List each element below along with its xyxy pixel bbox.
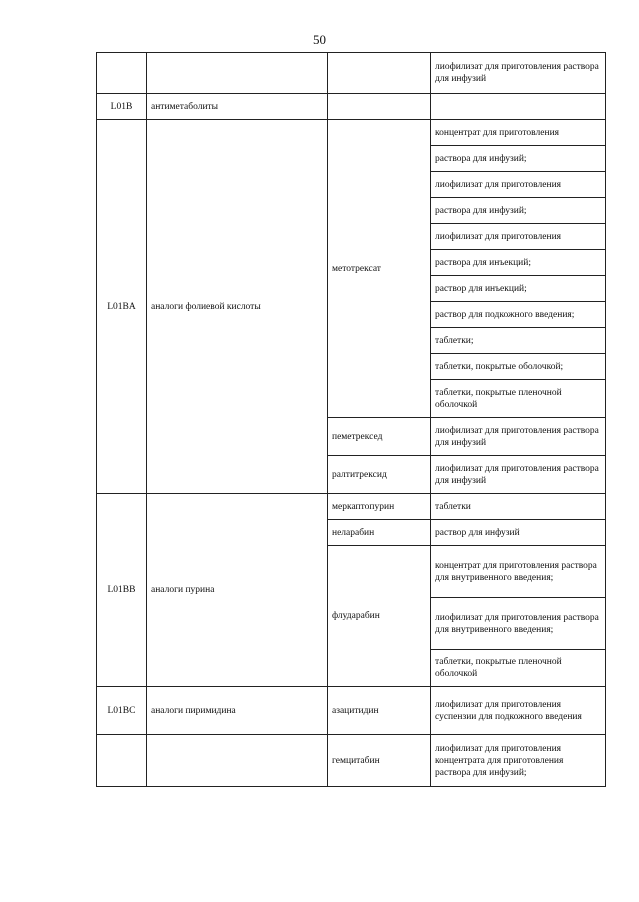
dosage-form-cell: лиофилизат для приготовления концентрата для приготовления раствора для инфузий; — [431, 735, 606, 787]
group-name-cell — [147, 735, 328, 787]
dosage-form-cell: раствор для инъекций; — [431, 276, 606, 302]
table-row — [97, 687, 606, 735]
group-name-cell: аналоги пиримидина — [147, 687, 328, 735]
dosage-form-cell: концентрат для приготовления — [431, 120, 606, 146]
atc-code-cell — [97, 53, 147, 94]
drug-name-cell: меркаптопурин — [328, 494, 431, 520]
table-row — [97, 735, 606, 787]
dosage-form-cell: лиофилизат для приготовления раствора для инфузий — [431, 456, 606, 494]
drug-name-cell: ралтитрексид — [328, 456, 431, 494]
dosage-form-cell: лиофилизат для приготовления раствора для внутривенного введения; — [431, 598, 606, 650]
group-name-cell: аналоги фолиевой кислоты — [147, 120, 328, 494]
dosage-form-cell: лиофилизат для приготовления — [431, 224, 606, 250]
page-number: 50 — [313, 32, 326, 47]
drug-table — [96, 52, 606, 787]
dosage-form-cell: лиофилизат для приготовления — [431, 172, 606, 198]
drug-name-cell: неларабин — [328, 520, 431, 546]
atc-code-cell — [97, 735, 147, 787]
drug-name-cell — [328, 94, 431, 120]
dosage-form-cell: концентрат для приготовления раствора для внутривенного введения; — [431, 546, 606, 598]
group-name-cell — [147, 53, 328, 94]
table-row — [97, 94, 606, 120]
atc-code-cell: L01B — [97, 94, 147, 120]
table-row — [97, 53, 606, 94]
atc-code-cell: L01BC — [97, 687, 147, 735]
dosage-form-cell: раствор для подкожного введения; — [431, 302, 606, 328]
drug-name-cell: гемцитабин — [328, 735, 431, 787]
group-name-cell: аналоги пурина — [147, 494, 328, 687]
dosage-form-cell: таблетки, покрытые оболочкой; — [431, 354, 606, 380]
dosage-form-cell: раствора для инъекций; — [431, 250, 606, 276]
drug-name-cell — [328, 53, 431, 94]
dosage-form-cell: лиофилизат для приготовления раствора для инфузий — [431, 418, 606, 456]
dosage-form-cell: лиофилизат для приготовления суспензии для подкожного введения — [431, 687, 606, 735]
dosage-form-cell: раствора для инфузий; — [431, 146, 606, 172]
drug-name-cell: пеметрексед — [328, 418, 431, 456]
dosage-form-cell: таблетки, покрытые пленочной оболочкой — [431, 380, 606, 418]
table-row — [97, 494, 606, 520]
drug-name-cell: азацитидин — [328, 687, 431, 735]
dosage-form-cell: раствор для инфузий — [431, 520, 606, 546]
dosage-form-cell: раствора для инфузий; — [431, 198, 606, 224]
drug-name-cell: флударабин — [328, 546, 431, 687]
dosage-form-cell: таблетки, покрытые пленочной оболочкой — [431, 650, 606, 687]
dosage-form-cell: лиофилизат для приготовления раствора для инфузий — [431, 53, 606, 94]
dosage-form-cell: таблетки — [431, 494, 606, 520]
atc-code-cell: L01BA — [97, 120, 147, 494]
drug-name-cell: метотрексат — [328, 120, 431, 418]
table-row — [97, 120, 606, 146]
atc-code-cell: L01BB — [97, 494, 147, 687]
group-name-cell: антиметаболиты — [147, 94, 328, 120]
dosage-form-cell — [431, 94, 606, 120]
dosage-form-cell: таблетки; — [431, 328, 606, 354]
